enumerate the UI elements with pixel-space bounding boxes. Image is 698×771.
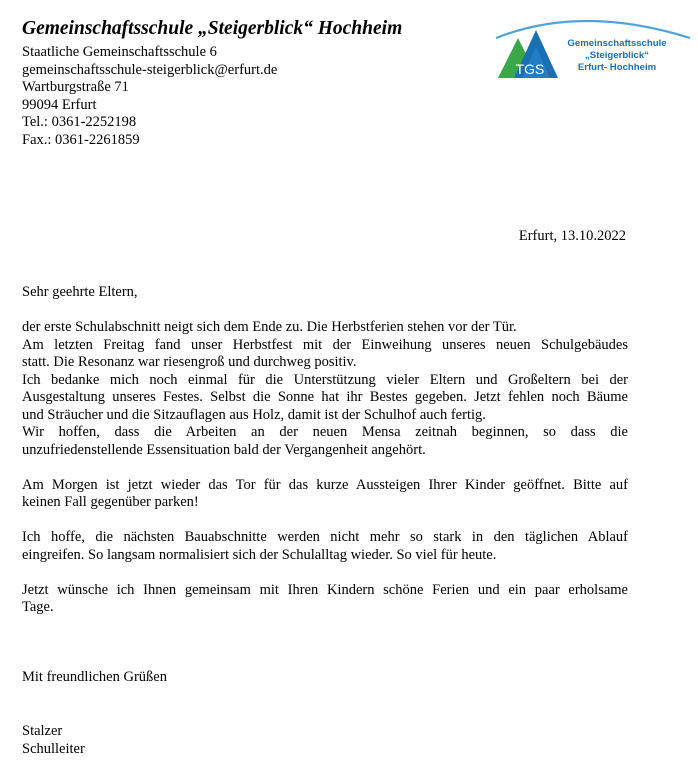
text-line: Ich hoffe, die nächsten Bauabschnitte werden nicht mehr so stark in den täglichen Ablauf	[22, 529, 628, 545]
paragraph	[22, 477, 628, 512]
logo-text-line: „Steigerblick“	[585, 50, 649, 61]
text-line: Jetzt wünsche ich Ihnen gemeinsam mit Ihren Kindern schöne Ferien und ein paar erholsame	[22, 581, 628, 598]
logo-text-line: Gemeinschaftsschule	[567, 38, 667, 49]
text-line: Wir hoffen, dass die Arbeiten an der neuen Mensa zeitnah beginnen, so dass die	[22, 424, 628, 440]
salutation: Sehr geehrte Eltern,	[22, 284, 138, 300]
paragraph	[22, 319, 628, 459]
logo-text	[558, 38, 676, 74]
school-name: Gemeinschaftsschule „Steigerblick“ Hochheim	[22, 18, 403, 39]
text-line: keinen Fall gegenüber parken!	[22, 494, 199, 510]
text-line: unzufriedenstellende Essensituation bald der Vergangenheit angehört.	[22, 441, 426, 458]
logo-abbreviation: TGS	[515, 61, 545, 77]
logo-text-line: Erfurt- Hochheim	[577, 62, 657, 73]
text-line: Tage.	[22, 599, 54, 615]
text-line: Ich bedanke mich noch einmal für die Unterstützung vieler Eltern und Großeltern bei der	[22, 371, 628, 388]
paragraph	[22, 582, 628, 617]
letter-date: Erfurt, 13.10.2022	[518, 228, 626, 244]
street-line: Wartburgstraße 71	[22, 79, 129, 95]
letterhead	[22, 16, 462, 149]
text-line: Am letzten Freitag fand unser Herbstfest mit der Einweihung unseres neuen Schulgebäudes	[22, 336, 628, 353]
fax-line: Fax.: 0361-2261859	[22, 131, 140, 148]
school-logo	[492, 16, 692, 86]
text-line: Ausgestaltung unseres Festes. Selbst die Sonne hat ihr Bestes gegeben. Jetzt fehlen noch Bäume	[22, 389, 628, 405]
signer-name: Stalzer	[22, 723, 63, 739]
city-line: 99094 Erfurt	[22, 96, 97, 113]
signature	[22, 723, 85, 758]
closing: Mit freundlichen Grüßen	[22, 669, 167, 685]
signer-title: Schulleiter	[22, 740, 85, 757]
text-line: Am Morgen ist jetzt wieder das Tor für das kurze Aussteigen Ihrer Kinder geöffnet. Bitte auf	[22, 476, 628, 493]
letter-body	[22, 284, 628, 634]
paragraph	[22, 529, 628, 564]
text-line: und Sträucher und die Sitzauflagen aus Holz, damit ist der Schulhof auch fertig.	[22, 406, 486, 423]
email-line: gemeinschaftsschule-steigerblick@erfurt.de	[22, 61, 278, 78]
text-line: eingreifen. So langsam normalisiert sich der Schulalltag wieder. So viel für heute.	[22, 546, 497, 563]
school-type-line: Staatliche Gemeinschaftsschule 6	[22, 44, 217, 60]
phone-line: Tel.: 0361-2252198	[22, 114, 137, 130]
text-line: statt. Die Resonanz war riesengroß und durchweg positiv.	[22, 354, 357, 370]
text-line: der erste Schulabschnitt neigt sich dem Ende zu. Die Herbstferien stehen vor der Tür.	[22, 319, 517, 335]
